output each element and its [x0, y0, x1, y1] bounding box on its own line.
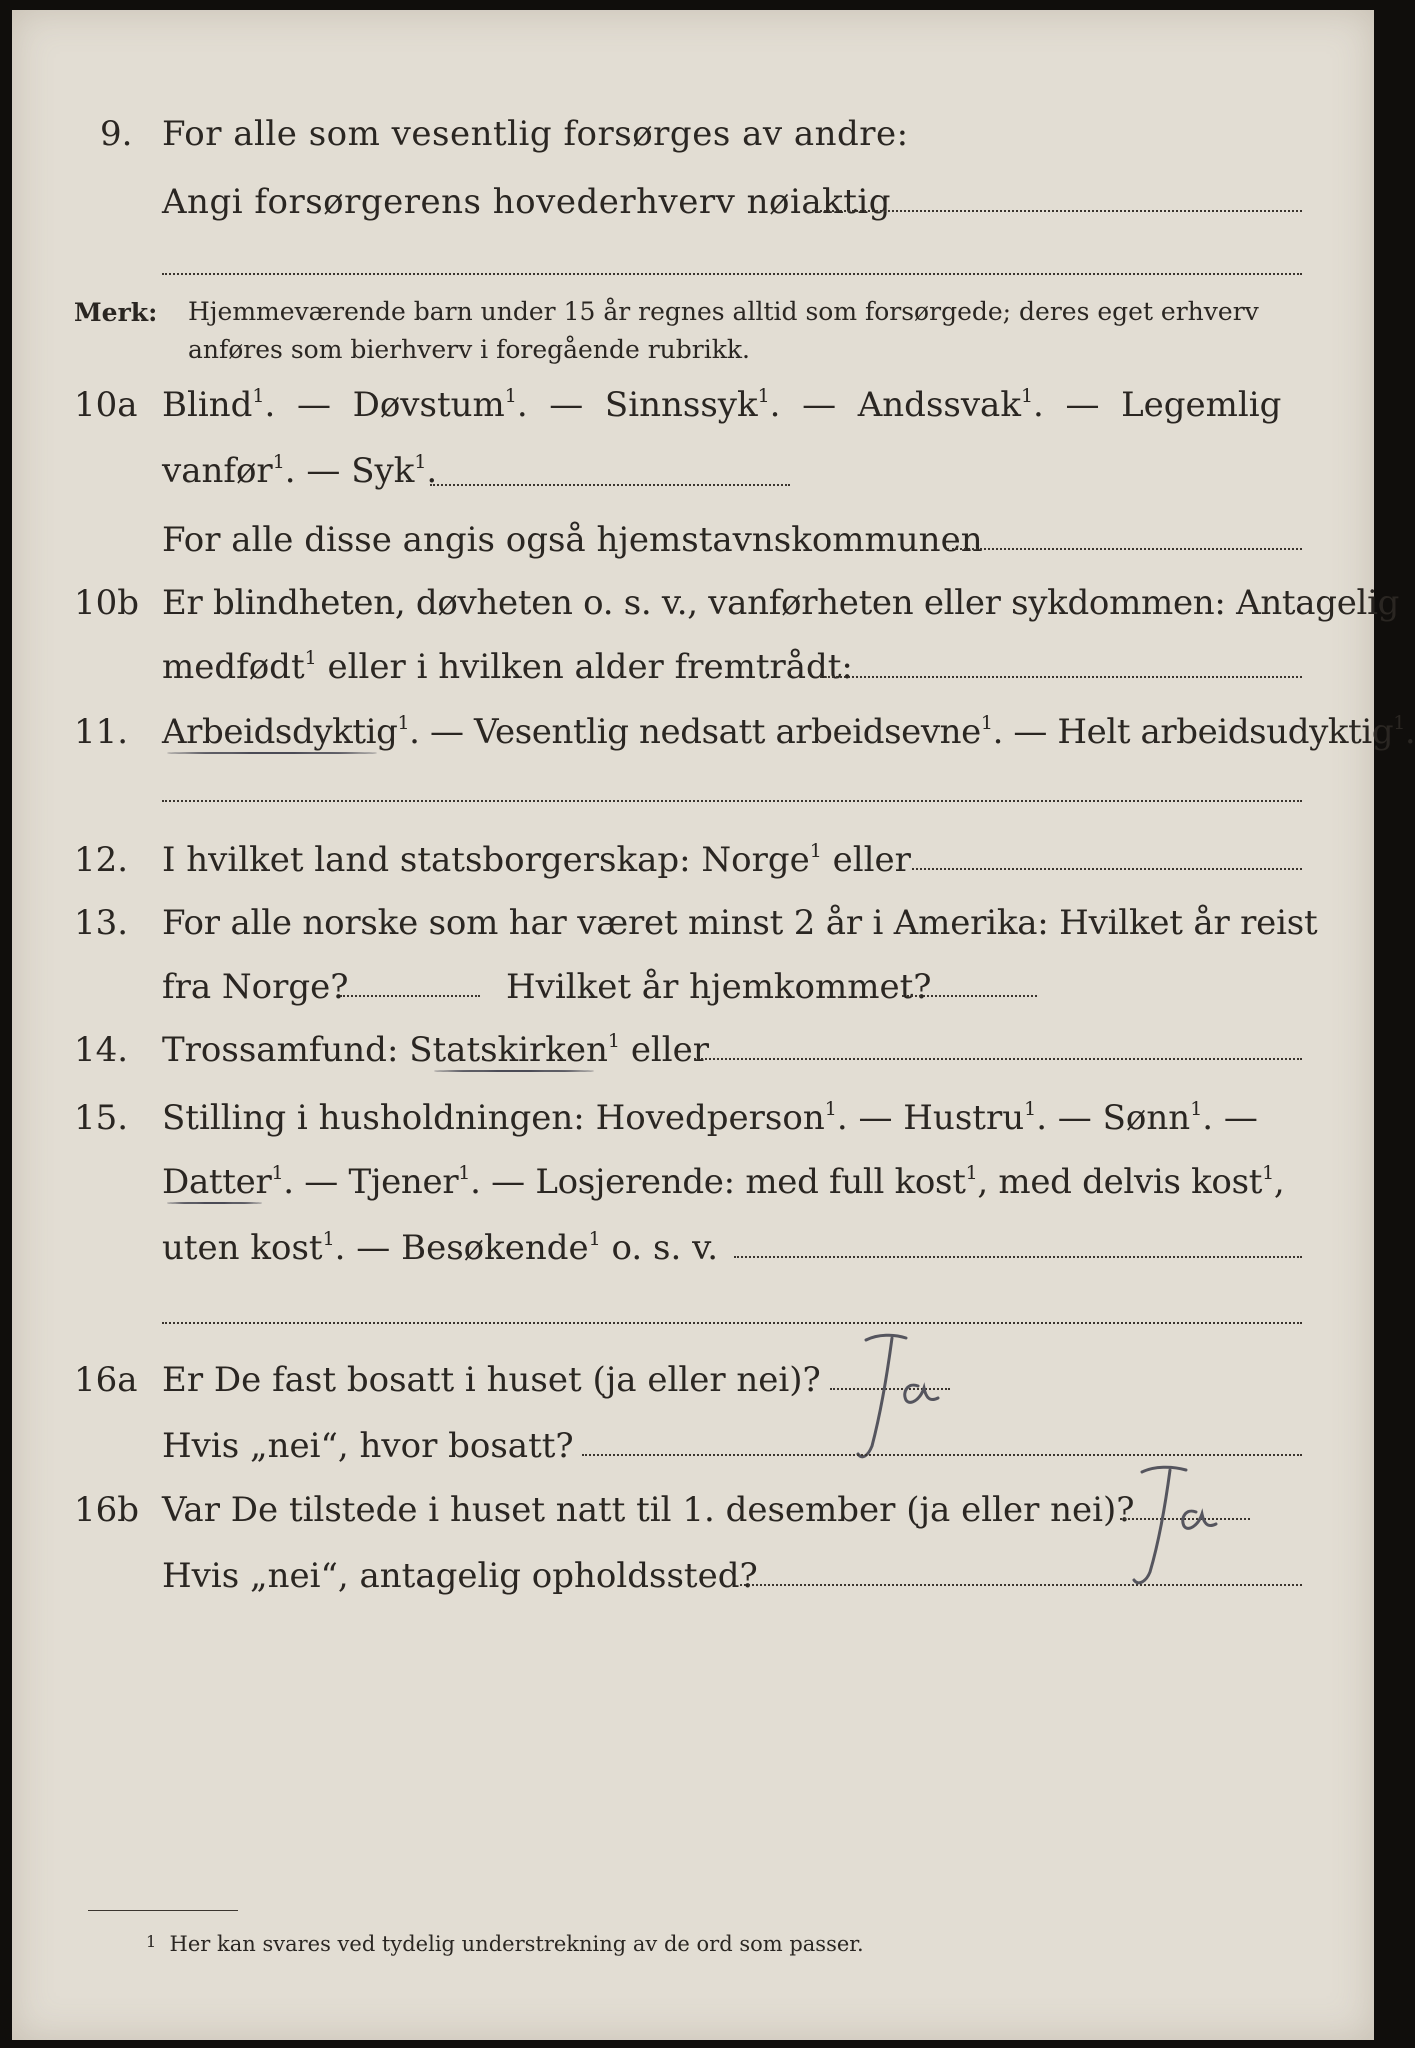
merk-label: Merk: — [74, 298, 158, 327]
q13-hjemkommet-line[interactable] — [902, 995, 1037, 997]
q10a-line2: vanfør$^1$. — Syk$^1$. — [162, 451, 438, 491]
q12-number: 12. — [74, 840, 129, 880]
q12-line: I hvilket land statsborgerskap: Norge$^1$ eller — [162, 840, 911, 880]
q9-line1: For alle som vesentlig forsørges av andre: — [162, 114, 909, 154]
q10b-line2: medfødt$^1$ eller i hvilken alder fremtrådt: — [162, 647, 853, 687]
q9-answer-line[interactable] — [812, 210, 1302, 212]
census-form-page — [12, 10, 1415, 2040]
q12-answer-line[interactable] — [912, 868, 1302, 870]
q10b-line1: Er blindheten, døvheten o. s. v., vanførheten eller sykdommen: Antagelig — [162, 583, 1400, 623]
q10a-line1: Blind$^1$. — Døvstum$^1$. — Sinnssyk$^1$. — Andssvak$^1$. — Legemlig — [162, 385, 1282, 425]
option-hustru[interactable]: Hustru — [903, 1098, 1025, 1138]
q13-number: 13. — [74, 903, 129, 943]
q10b-number: 10b — [74, 583, 140, 623]
option-blind[interactable]: Blind — [162, 385, 253, 425]
option-norge[interactable]: Norge — [701, 840, 810, 880]
option-arbeidsdyktig[interactable]: Arbeidsdyktig — [162, 712, 398, 752]
q10a-line3: For alle disse angis også hjemstavnskommunen — [162, 520, 983, 560]
option-datter[interactable]: Datter — [162, 1162, 272, 1202]
q16a-number: 16a — [74, 1360, 138, 1400]
q16b-handwritten-answer — [1122, 1460, 1242, 1604]
q16a-bosatt-line[interactable] — [582, 1454, 1302, 1456]
option-andssvak[interactable]: Andssvak — [857, 385, 1021, 425]
q15-answer-line-2[interactable] — [162, 1322, 1302, 1324]
q15-line3: uten kost$^1$. — Besøkende$^1$ o. s. v. — [162, 1228, 719, 1268]
q15-answer-line[interactable] — [734, 1256, 1302, 1258]
q16b-opholdssted-line[interactable] — [740, 1584, 1302, 1586]
q16a-line1: Er De fast bosatt i huset (ja eller nei)? — [162, 1360, 821, 1400]
q15-line1: Stilling i husholdningen: Hovedperson$^1$. — Hustru$^1$. — Sønn$^1$. — — [162, 1098, 1258, 1138]
q11-number: 11. — [74, 712, 129, 752]
option-statskirken[interactable]: Statskirken — [409, 1030, 608, 1070]
q13-reist-line[interactable] — [340, 995, 480, 997]
q14-line: Trossamfund: Statskirken$^1$ eller — [162, 1030, 710, 1070]
q16a-handwritten-answer — [848, 1328, 968, 1472]
q15-number: 15. — [74, 1098, 129, 1138]
q13-line2b: Hvilket år hjemkommet? — [506, 967, 932, 1007]
q14-number: 14. — [74, 1030, 129, 1070]
option-tjener[interactable]: Tjener — [348, 1162, 459, 1202]
option-sinnssyk[interactable]: Sinnssyk — [604, 385, 758, 425]
option-medfodt[interactable]: medfødt — [162, 647, 305, 687]
q16a-answer-text: Ja — [848, 1328, 849, 1329]
option-syk[interactable]: Syk — [351, 451, 415, 491]
merk-line2: anføres som bierhverv i foregående rubrikk. — [188, 335, 750, 364]
q16b-number: 16b — [74, 1490, 140, 1530]
option-vanfor[interactable]: vanfør — [162, 451, 273, 491]
underline-statskirken — [434, 1070, 594, 1072]
merk-line1: Hjemmeværende barn under 15 år regnes alltid som forsørgede; deres eget erhverv — [188, 297, 1259, 326]
underline-datter — [167, 1202, 262, 1204]
q13-line2a: fra Norge? — [162, 967, 349, 1007]
option-uten-kost[interactable]: uten kost — [162, 1228, 323, 1268]
q9-answer-line-2[interactable] — [162, 273, 1302, 275]
option-sonn[interactable]: Sønn — [1102, 1098, 1191, 1138]
q10a-number: 10a — [74, 385, 138, 425]
footnote-rule — [88, 1910, 238, 1911]
option-nedsatt[interactable]: Vesentlig nedsatt arbeidsevne — [474, 712, 981, 752]
q16b-line2: Hvis „nei“, antagelig opholdssted? — [162, 1556, 758, 1596]
q11-answer-line[interactable] — [162, 800, 1302, 802]
q9-number: 9. — [100, 114, 133, 154]
option-dovstum[interactable]: Døvstum — [352, 385, 505, 425]
q14-answer-line[interactable] — [694, 1058, 1302, 1060]
option-legemlig[interactable]: Legemlig — [1121, 385, 1282, 425]
q10b-alder-line[interactable] — [820, 676, 1302, 678]
option-hovedperson[interactable]: Hovedperson — [595, 1098, 825, 1138]
option-full-kost[interactable]: med full kost — [745, 1162, 966, 1202]
q16a-line2: Hvis „nei“, hvor bosatt? — [162, 1426, 574, 1466]
q13-line1: For alle norske som har været minst 2 år i Amerika: Hvilket år reist — [162, 903, 1318, 943]
footnote: 1 Her kan svares ved tydelig understrekning av de ord som passer. — [146, 1932, 864, 1956]
option-udyktig[interactable]: Helt arbeidsudyktig — [1057, 712, 1394, 752]
q15-line2: Datter$^1$. — Tjener$^1$. — Losjerende: med full kost$^1$, med delvis kost$^1$, — [162, 1162, 1285, 1202]
q16b-answer-text: Ja — [1122, 1460, 1123, 1461]
q11-line: Arbeidsdyktig$^1$. — Vesentlig nedsatt arbeidsevne$^1$. — Helt arbeidsudyktig$^1$. — [162, 712, 1415, 752]
q10a-hjemstavn-line[interactable] — [947, 548, 1302, 550]
underline-arbeidsdyktig — [167, 752, 377, 754]
q16b-line1: Var De tilstede i huset natt til 1. desember (ja eller nei)? — [162, 1490, 1135, 1530]
option-besokende[interactable]: Besøkende — [401, 1228, 589, 1268]
q10a-syk-line[interactable] — [430, 484, 790, 486]
q9-line2: Angi forsørgerens hovederhverv nøiaktig — [162, 182, 892, 222]
option-delvis-kost[interactable]: med delvis kost — [998, 1162, 1263, 1202]
